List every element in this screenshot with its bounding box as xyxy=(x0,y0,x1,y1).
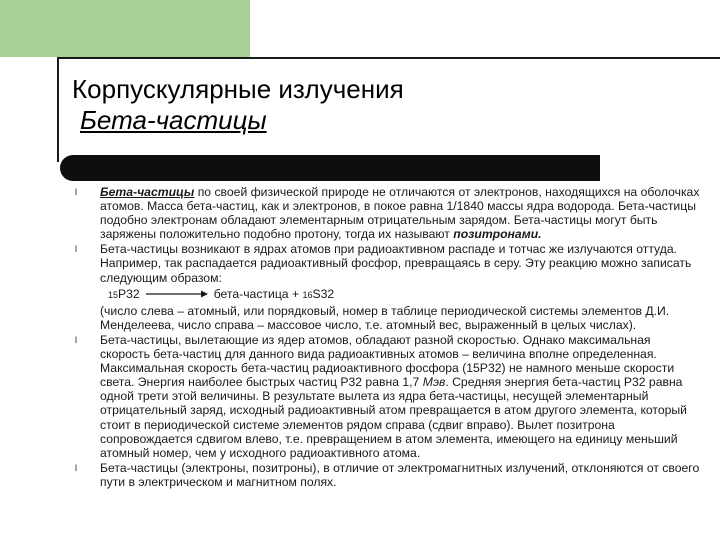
equation-note: (число слева – атомный, или порядковый, номер в таблице периодической системы элементов Д.И. Менделеева, число справа – массовое число, т.е. атомный вес, выраженный в целых числах). xyxy=(100,303,670,332)
decorative-green-block xyxy=(0,0,250,57)
list-item xyxy=(72,333,702,460)
item-text: Бета-частицы, вылетающие из ядер атомов, обладают разной скоростью. Однако максимальная скорость бета-частиц для данного вида радиоактивных атомов – величина вполне определенная. Максимальная скорость бета-частиц радиоактивного фосфора (15Р32) не намного меньше скорости света. Энергия наиболее быстрых частиц Р32 равна 1,7 xyxy=(100,332,675,390)
title-line-2: Бета-частицы xyxy=(80,105,267,135)
term-positrons: позитронами. xyxy=(453,227,542,242)
item-text: по своей физической природе не отличаются от электронов, находящихся на оболочках атомов. Масса бета-частиц, как и электронов, в покое равна 1/1840 массы ядра водорода. Бета-частицы подобно электронам обладают элементарным отрицательным зарядом. Бета-частицы могут быть заряжены положительно подобно протону, тогда их называют xyxy=(100,185,700,242)
bullet-icon: l xyxy=(75,187,77,197)
reaction-equation xyxy=(100,287,702,302)
equation-right xyxy=(214,287,334,302)
item-text: Бета-частицы (электроны, позитроны), в отличие от электромагнитных излучений, отклоняются от своего пути в электрическом и магнитном полях. xyxy=(100,460,700,489)
bullet-list xyxy=(72,185,702,489)
element-symbol: Р32 xyxy=(118,286,140,301)
element-symbol: S32 xyxy=(312,286,335,301)
horizontal-divider-line xyxy=(57,57,720,59)
vertical-divider-line xyxy=(57,57,59,162)
bullet-icon: l xyxy=(75,462,77,473)
list-item xyxy=(72,461,702,489)
energy-unit: Мэв xyxy=(422,375,446,390)
list-item xyxy=(72,242,702,332)
atomic-number: 15 xyxy=(108,289,119,300)
term-beta-particles: Бета-частицы xyxy=(100,185,195,199)
atomic-number: 16 xyxy=(302,289,313,300)
title-underline-bar xyxy=(60,155,600,181)
equation-product: бета-частица + xyxy=(213,286,303,301)
item-text: Бета-частицы возникают в ядрах атомов при радиоактивном распаде и тотчас же излучаются оттуда. Например, так распадается радиоактивный фосфор, превращаясь в серу. Эту реакцию можно записать следующим образом: xyxy=(100,242,692,285)
bullet-icon: l xyxy=(75,334,77,345)
list-item xyxy=(72,185,702,241)
bullet-icon: l xyxy=(75,244,77,255)
equation-left xyxy=(100,287,140,302)
title-line-1: Корпускулярные излучения xyxy=(72,74,404,104)
arrow-icon xyxy=(146,289,208,299)
item-text: . Средняя энергия бета-частиц Р32 равна одной трети этой величины. В результате вылета из ядра бета-частицы, несущей элементарный отрицательный заряд, исходный радиоактивный атом превращается в атом другого элемента, который стоит в периодической системе элементов рядом справа (сдвиг вправо). Вылет позитрона сопровождается сдвигом влево, т.е. превращением в атом элемента, имеющего на единицу меньший атомный номер, чем у исходного радиоактивного атома. xyxy=(100,375,687,460)
slide-title xyxy=(72,74,404,136)
